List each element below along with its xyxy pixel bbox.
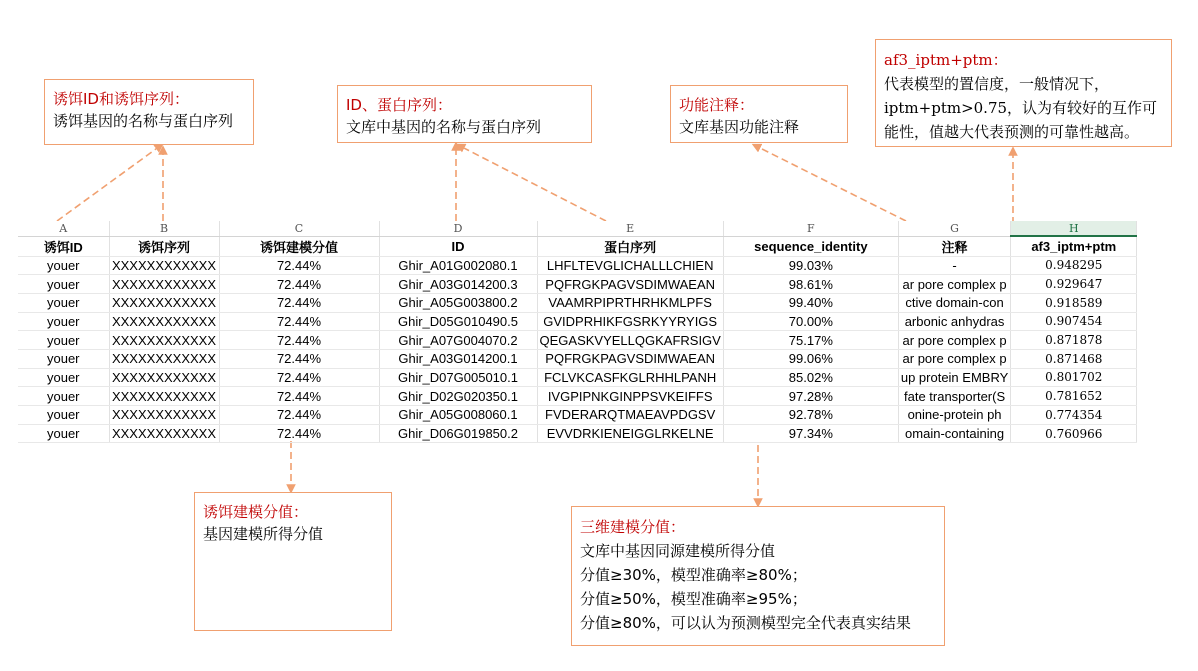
table-cell[interactable]: youer	[18, 293, 109, 312]
table-cell[interactable]: XXXXXXXXXXXX	[109, 424, 219, 443]
table-cell[interactable]: 0.929647	[1011, 275, 1137, 294]
column-letter[interactable]: F	[723, 221, 898, 236]
column-letter[interactable]: D	[379, 221, 537, 236]
table-cell[interactable]: Ghir_A01G002080.1	[379, 256, 537, 275]
note-title: 三维建模分值：	[580, 518, 686, 536]
column-letter[interactable]: A	[18, 221, 109, 236]
column-letter[interactable]: E	[537, 221, 723, 236]
table-cell[interactable]	[898, 256, 1010, 275]
table-cell[interactable]: FCLVKCASFKGLRHHLPANH	[537, 368, 723, 387]
table-cell[interactable]	[898, 387, 1010, 406]
arrow-annotation	[756, 146, 906, 221]
cell-text: onine-protein ph	[907, 407, 1002, 423]
header-cell[interactable]: af3_iptm+ptm	[1011, 236, 1137, 256]
table-cell[interactable]: 72.44%	[219, 406, 379, 425]
table-cell[interactable]: QEGASKVYELLQGKAFRSIGV	[537, 331, 723, 350]
table-row	[18, 387, 1137, 406]
table-cell[interactable]: Ghir_D07G005010.1	[379, 368, 537, 387]
table-cell[interactable]: 72.44%	[219, 424, 379, 443]
table-cell[interactable]: 72.44%	[219, 256, 379, 275]
table-cell[interactable]	[898, 406, 1010, 425]
table-cell[interactable]: PQFRGKPAGVSDIMWAEAN	[537, 349, 723, 368]
note-line: 能性，值越大代表预测的可靠性越高。	[884, 123, 1140, 141]
cell-text: fate transporter(S	[903, 388, 1006, 404]
note-bait-modeling-score	[194, 492, 392, 631]
table-cell[interactable]	[898, 349, 1010, 368]
column-letter[interactable]: B	[109, 221, 219, 236]
table-cell[interactable]: 72.44%	[219, 331, 379, 350]
note-line: 基因建模所得分值	[203, 525, 324, 543]
note-title: 功能注释：	[679, 96, 755, 114]
cell-text: up protein EMBRY	[900, 369, 1009, 385]
table-cell[interactable]: 0.871468	[1011, 349, 1137, 368]
table-cell[interactable]: 0.760966	[1011, 424, 1137, 443]
table-cell[interactable]	[898, 331, 1010, 350]
table-cell[interactable]: 0.801702	[1011, 368, 1137, 387]
table-cell[interactable]: FVDERARQTMAEAVPDGSV	[537, 406, 723, 425]
table-cell[interactable]	[898, 293, 1010, 312]
column-letter-selected[interactable]: H	[1011, 221, 1137, 236]
arrow-bait-a	[57, 146, 160, 221]
table-cell[interactable]: IVGPIPNKGINPPSVKEIFFS	[537, 387, 723, 406]
table-cell[interactable]: XXXXXXXXXXXX	[109, 406, 219, 425]
result-table	[18, 221, 1137, 443]
table-cell[interactable]: 92.78%	[723, 406, 898, 425]
header-cell[interactable]: 蛋白序列	[537, 236, 723, 256]
table-cell[interactable]: Ghir_A03G014200.1	[379, 349, 537, 368]
table-cell[interactable]: 75.17%	[723, 331, 898, 350]
table-cell[interactable]: XXXXXXXXXXXX	[109, 275, 219, 294]
table-cell[interactable]: PQFRGKPAGVSDIMWAEAN	[537, 275, 723, 294]
table-cell[interactable]: 0.774354	[1011, 406, 1137, 425]
table-row	[18, 312, 1137, 331]
table-cell[interactable]: 99.06%	[723, 349, 898, 368]
table-cell[interactable]: Ghir_A05G003800.2	[379, 293, 537, 312]
note-line: 分值≥80%，可以认为预测模型完全代表真实结果	[580, 614, 911, 632]
note-bait-id-sequence	[44, 79, 254, 145]
table-cell[interactable]: Ghir_D05G010490.5	[379, 312, 537, 331]
table-cell[interactable]: youer	[18, 368, 109, 387]
table-cell[interactable]: youer	[18, 387, 109, 406]
table-cell[interactable]: 99.03%	[723, 256, 898, 275]
note-line: 文库中基因同源建模所得分值	[580, 542, 776, 560]
cell-text: ctive domain-con	[905, 295, 1004, 311]
cell-text: ar pore complex p	[902, 332, 1007, 348]
table-cell[interactable]: youer	[18, 312, 109, 331]
table-cell[interactable]: 72.44%	[219, 349, 379, 368]
cell-text: omain-containing	[905, 426, 1005, 442]
note-line: 诱饵基因的名称与蛋白序列	[53, 112, 234, 130]
table-row	[18, 368, 1137, 387]
result-spreadsheet	[18, 221, 1137, 443]
note-af3-score	[875, 39, 1172, 147]
table-cell[interactable]: 98.61%	[723, 275, 898, 294]
table-cell[interactable]: 70.00%	[723, 312, 898, 331]
table-cell[interactable]: 72.44%	[219, 312, 379, 331]
table-cell[interactable]: 72.44%	[219, 293, 379, 312]
note-title: af3_iptm+ptm：	[884, 51, 1008, 69]
note-title: 诱饵建模分值：	[203, 503, 309, 521]
table-cell[interactable]: Ghir_A05G008060.1	[379, 406, 537, 425]
note-title: 诱饵ID和诱饵序列：	[53, 90, 189, 108]
cell-text: arbonic anhydras	[904, 313, 1005, 329]
table-cell[interactable]: XXXXXXXXXXXX	[109, 312, 219, 331]
table-cell[interactable]: 97.34%	[723, 424, 898, 443]
note-3d-modeling-score	[571, 506, 945, 646]
note-prey-id-sequence	[337, 85, 592, 143]
arrow-prey-e	[460, 146, 606, 221]
table-cell[interactable]: 0.918589	[1011, 293, 1137, 312]
table-row	[18, 349, 1137, 368]
table-cell[interactable]: 0.907454	[1011, 312, 1137, 331]
cell-text: -	[952, 257, 957, 273]
table-cell[interactable]: LHFLTEVGLICHALLLCHIEN	[537, 256, 723, 275]
table-row	[18, 424, 1137, 443]
note-line: 分值≥30%，模型准确率≥80%；	[580, 566, 807, 584]
table-cell[interactable]: XXXXXXXXXXXX	[109, 331, 219, 350]
table-cell[interactable]: Ghir_D02G020350.1	[379, 387, 537, 406]
column-letter[interactable]: G	[898, 221, 1010, 236]
cell-text: ar pore complex p	[902, 351, 1007, 367]
note-line: 文库中基因的名称与蛋白序列	[346, 118, 542, 136]
header-cell[interactable]: 诱饵ID	[18, 236, 109, 256]
table-row	[18, 331, 1137, 350]
header-row	[18, 236, 1137, 256]
table-row	[18, 293, 1137, 312]
table-cell[interactable]: EVVDRKIENEIGGLRKELNE	[537, 424, 723, 443]
note-line: 代表模型的置信度，一般情况下，	[884, 75, 1110, 93]
column-letter-row	[18, 221, 1137, 236]
table-cell[interactable]: youer	[18, 256, 109, 275]
cell-text: ar pore complex p	[902, 276, 1007, 292]
table-cell[interactable]: 72.44%	[219, 275, 379, 294]
table-cell[interactable]: XXXXXXXXXXXX	[109, 368, 219, 387]
header-cell[interactable]: 诱饵建模分值	[219, 236, 379, 256]
table-cell[interactable]: 99.40%	[723, 293, 898, 312]
table-cell[interactable]: 97.28%	[723, 387, 898, 406]
table-cell[interactable]: 0.948295	[1011, 256, 1137, 275]
table-row	[18, 256, 1137, 275]
note-line: 分值≥50%，模型准确率≥95%；	[580, 590, 807, 608]
table-cell[interactable]: youer	[18, 406, 109, 425]
note-title: ID、蛋白序列：	[346, 96, 452, 114]
header-cell[interactable]: sequence_identity	[723, 236, 898, 256]
table-cell[interactable]: Ghir_A07G004070.2	[379, 331, 537, 350]
table-cell[interactable]	[898, 368, 1010, 387]
table-cell[interactable]: GVIDPRHIKFGSRKYYRYIGS	[537, 312, 723, 331]
note-function-annotation	[670, 85, 848, 143]
table-cell[interactable]: Ghir_D06G019850.2	[379, 424, 537, 443]
table-row	[18, 275, 1137, 294]
table-cell[interactable]: 0.781652	[1011, 387, 1137, 406]
table-cell[interactable]: XXXXXXXXXXXX	[109, 349, 219, 368]
table-cell[interactable]	[898, 275, 1010, 294]
table-cell[interactable]: Ghir_A03G014200.3	[379, 275, 537, 294]
table-cell[interactable]: 72.44%	[219, 387, 379, 406]
table-cell[interactable]: XXXXXXXXXXXX	[109, 256, 219, 275]
note-line: iptm+ptm>0.75，认为有较好的互作可	[884, 99, 1158, 117]
table-cell[interactable]: youer	[18, 424, 109, 443]
table-cell[interactable]: XXXXXXXXXXXX	[109, 293, 219, 312]
table-cell[interactable]: VAAMRPIPRTHRHKMLPFS	[537, 293, 723, 312]
table-cell[interactable]	[898, 424, 1010, 443]
header-cell[interactable]: 注释	[898, 236, 1010, 256]
header-cell[interactable]: ID	[379, 236, 537, 256]
table-cell[interactable]: youer	[18, 349, 109, 368]
table-cell[interactable]: 85.02%	[723, 368, 898, 387]
table-cell[interactable]: 72.44%	[219, 368, 379, 387]
table-row	[18, 406, 1137, 425]
table-cell[interactable]: 0.871878	[1011, 331, 1137, 350]
table-cell[interactable]: youer	[18, 275, 109, 294]
note-line: 文库基因功能注释	[679, 118, 800, 136]
column-letter[interactable]: C	[219, 221, 379, 236]
table-cell[interactable]	[898, 312, 1010, 331]
header-cell[interactable]: 诱饵序列	[109, 236, 219, 256]
table-cell[interactable]: youer	[18, 331, 109, 350]
table-cell[interactable]: XXXXXXXXXXXX	[109, 387, 219, 406]
